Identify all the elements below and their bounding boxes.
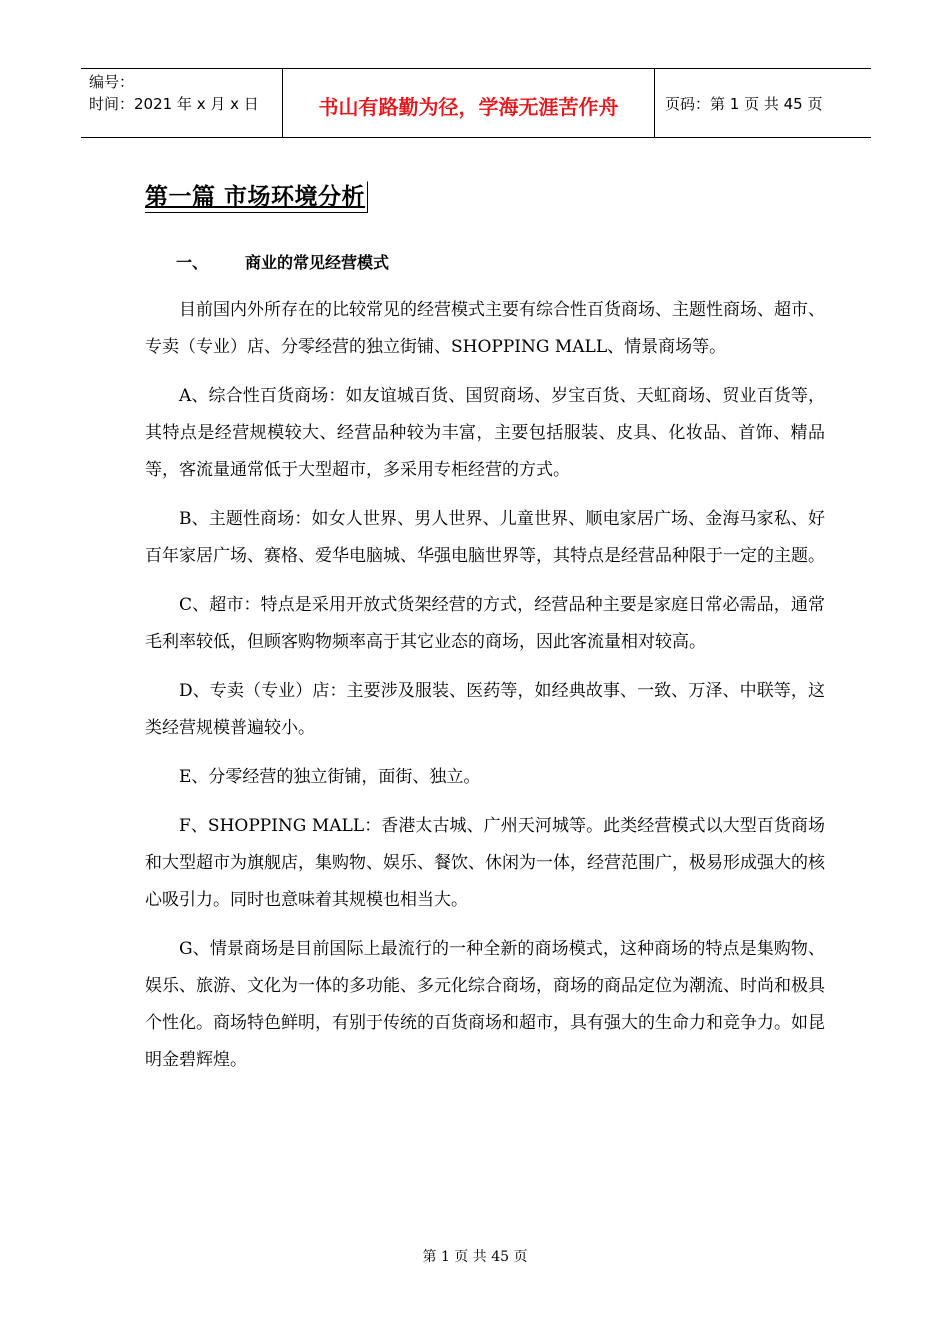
paragraph-c: C、超市：特点是采用开放式货架经营的方式，经营品种主要是家庭日常必需品，通常毛利率较低，但顾客购物频率高于其它业态的商场，因此客流量相对较高。 bbox=[145, 595, 825, 652]
page-header bbox=[81, 68, 871, 138]
paragraph-intro: 目前国内外所存在的比较常见的经营模式主要有综合性百货商场、主题性商场、超市、专卖（专业）店、分零经营的独立街铺、SHOPPING MALL、情景商场等。 bbox=[145, 300, 825, 357]
paragraph-b: B、主题性商场：如女人世界、男人世界、儿童世界、顺电家居广场、金海马家私、好百年家居广场、赛格、爱华电脑城、华强电脑世界等，其特点是经营品种限于一定的主题。 bbox=[145, 509, 825, 566]
paragraph-g: G、情景商场是目前国际上最流行的一种全新的商场模式，这种商场的特点是集购物、娱乐、旅游、文化为一体的多功能、多元化综合商场，商场的商品定位为潮流、时尚和极具个性化。商场特色鲜明，有别于传统的百货商场和超市，具有强大的生命力和竞争力。如昆明金碧辉煌。 bbox=[145, 939, 825, 1070]
page-footer: 第 1 页 共 45 页 bbox=[422, 1249, 528, 1265]
paragraph-d: D、专卖（专业）店：主要涉及服装、医药等，如经典故事、一致、万泽、中联等，这类经营规模普遍较小。 bbox=[145, 681, 825, 738]
body-content bbox=[145, 292, 825, 1091]
paragraph-f: F、SHOPPING MALL：香港太古城、广州天河城等。此类经营模式以大型百货商场和大型超市为旗舰店，集购物、娱乐、餐饮、休闲为一体，经营范围广，极易形成强大的核心吸引力。同时也意味着其规模也相当大。 bbox=[145, 816, 825, 910]
header-page-code: 页码：第 1 页 共 45 页 bbox=[665, 94, 823, 113]
section-title: 商业的常见经营模式 bbox=[245, 253, 390, 272]
paragraph-e: E、分零经营的独立街铺，面街、独立。 bbox=[179, 767, 481, 787]
part-title: 第一篇 市场环境分析 bbox=[145, 181, 368, 213]
paragraph-a: A、综合性百货商场：如友谊城百货、国贸商场、岁宝百货、天虹商场、贸业百货等，其特点是经营规模较大、经营品种较为丰富，主要包括服装、皮具、化妆品、首饰、精品等，客流量通常低于大型超市，多采用专柜经营的方式。 bbox=[145, 386, 825, 480]
time-label: 时间：2021 年 x 月 x 日 bbox=[89, 95, 259, 113]
header-motto: 书山有路勤为径，学海无涯苦作舟 bbox=[282, 69, 655, 137]
header-meta bbox=[81, 69, 282, 137]
section-number: 一、 bbox=[176, 253, 209, 272]
section-heading bbox=[176, 250, 389, 273]
serial-label: 编号： bbox=[89, 73, 135, 91]
